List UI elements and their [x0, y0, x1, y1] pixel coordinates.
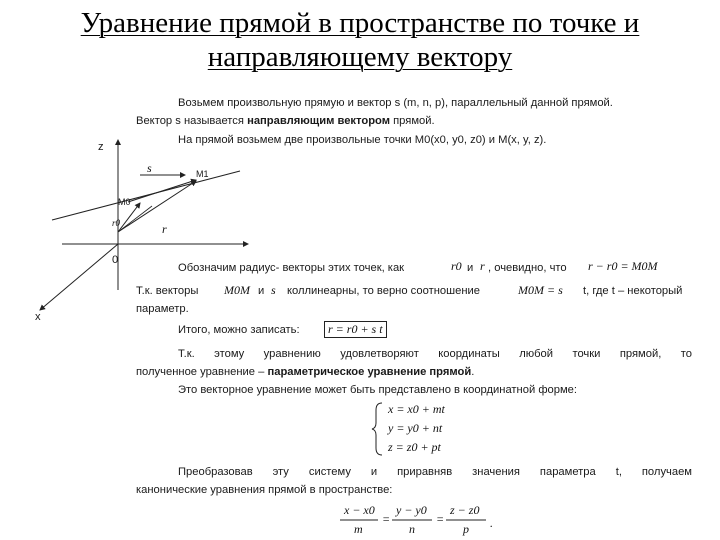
canonical-den-2: n [409, 522, 415, 536]
canonical-num-2: y − y0 [396, 503, 427, 517]
math-m0m-eq: M0M = s [518, 283, 563, 297]
text-line-5b: и [258, 285, 265, 297]
text-line-10: Это векторное уравнение может быть представлено в координатной форме: [178, 384, 577, 396]
system-eq-3: z = z0 + pt [388, 440, 441, 454]
diagram-m0-label: M0 [118, 197, 131, 207]
math-m0m-1: M0M [224, 283, 250, 297]
axis-z-label: z [98, 141, 104, 153]
text-line-11: Преобразовав эту систему и приравняв значения параметра t, получаем [178, 466, 692, 478]
text-line-3: На прямой возьмем две произвольные точки M0(x0, y0, z0) и M(x, y, z). [178, 134, 547, 146]
text-line-4b: и [467, 262, 474, 274]
text-line-4c: , очевидно, что [488, 262, 567, 274]
system-eq-2: y = y0 + nt [388, 421, 443, 435]
canonical-num-3: z − z0 [450, 503, 480, 517]
text-line-7: Итого, можно записать: [178, 324, 300, 336]
canonical-eq-1: = [382, 512, 391, 526]
axis-x-label: x [35, 311, 41, 323]
diagram-r0-label: r0 [112, 218, 121, 228]
diagram-r-label: r [162, 222, 167, 236]
math-s-1: s [271, 283, 276, 297]
text-line-5c: коллинеарны, то верно соотношение [287, 285, 480, 297]
math-r0: r0 [451, 259, 462, 273]
math-vector-difference: r − r0 = M0M [588, 259, 658, 273]
canonical-den-3: p [463, 522, 469, 536]
text-line-12: канонические уравнения прямой в пространстве: [136, 484, 393, 496]
canonical-den-1: m [354, 522, 363, 536]
math-r: r [480, 259, 485, 273]
text-line-5d: t, где t – некоторый [583, 285, 683, 297]
text-line-8: Т.к. этому уравнению удовлетворяют координаты любой точки прямой, то [178, 348, 692, 360]
canonical-period: . [490, 516, 493, 530]
diagram-s-label: s [147, 161, 152, 175]
origin-label: 0 [112, 254, 119, 266]
canonical-eq-2: = [436, 512, 445, 526]
system-eq-1: x = x0 + mt [388, 402, 445, 416]
text-line-2: Вектор s называется направляющим вектором прямой. [136, 115, 435, 127]
boxed-equation: r = r0 + s t [324, 321, 387, 338]
text-line-9: полученное уравнение – параметрическое уравнение прямой. [136, 366, 475, 378]
diagram-m1-label: M1 [196, 169, 209, 179]
slide-title-line-2: направляющему вектору [207, 41, 513, 73]
text-line-5a: Т.к. векторы [136, 285, 199, 297]
slide-title-line-1: Уравнение прямой в пространстве по точке и [80, 7, 640, 39]
canonical-num-1: x − x0 [344, 503, 375, 517]
text-line-4a: Обозначим радиус- векторы этих точек, как [178, 262, 405, 274]
text-line-1: Возьмем произвольную прямую и вектор s (m, n, p), параллельный данной прямой. [178, 97, 613, 109]
text-line-6: параметр. [136, 303, 189, 315]
